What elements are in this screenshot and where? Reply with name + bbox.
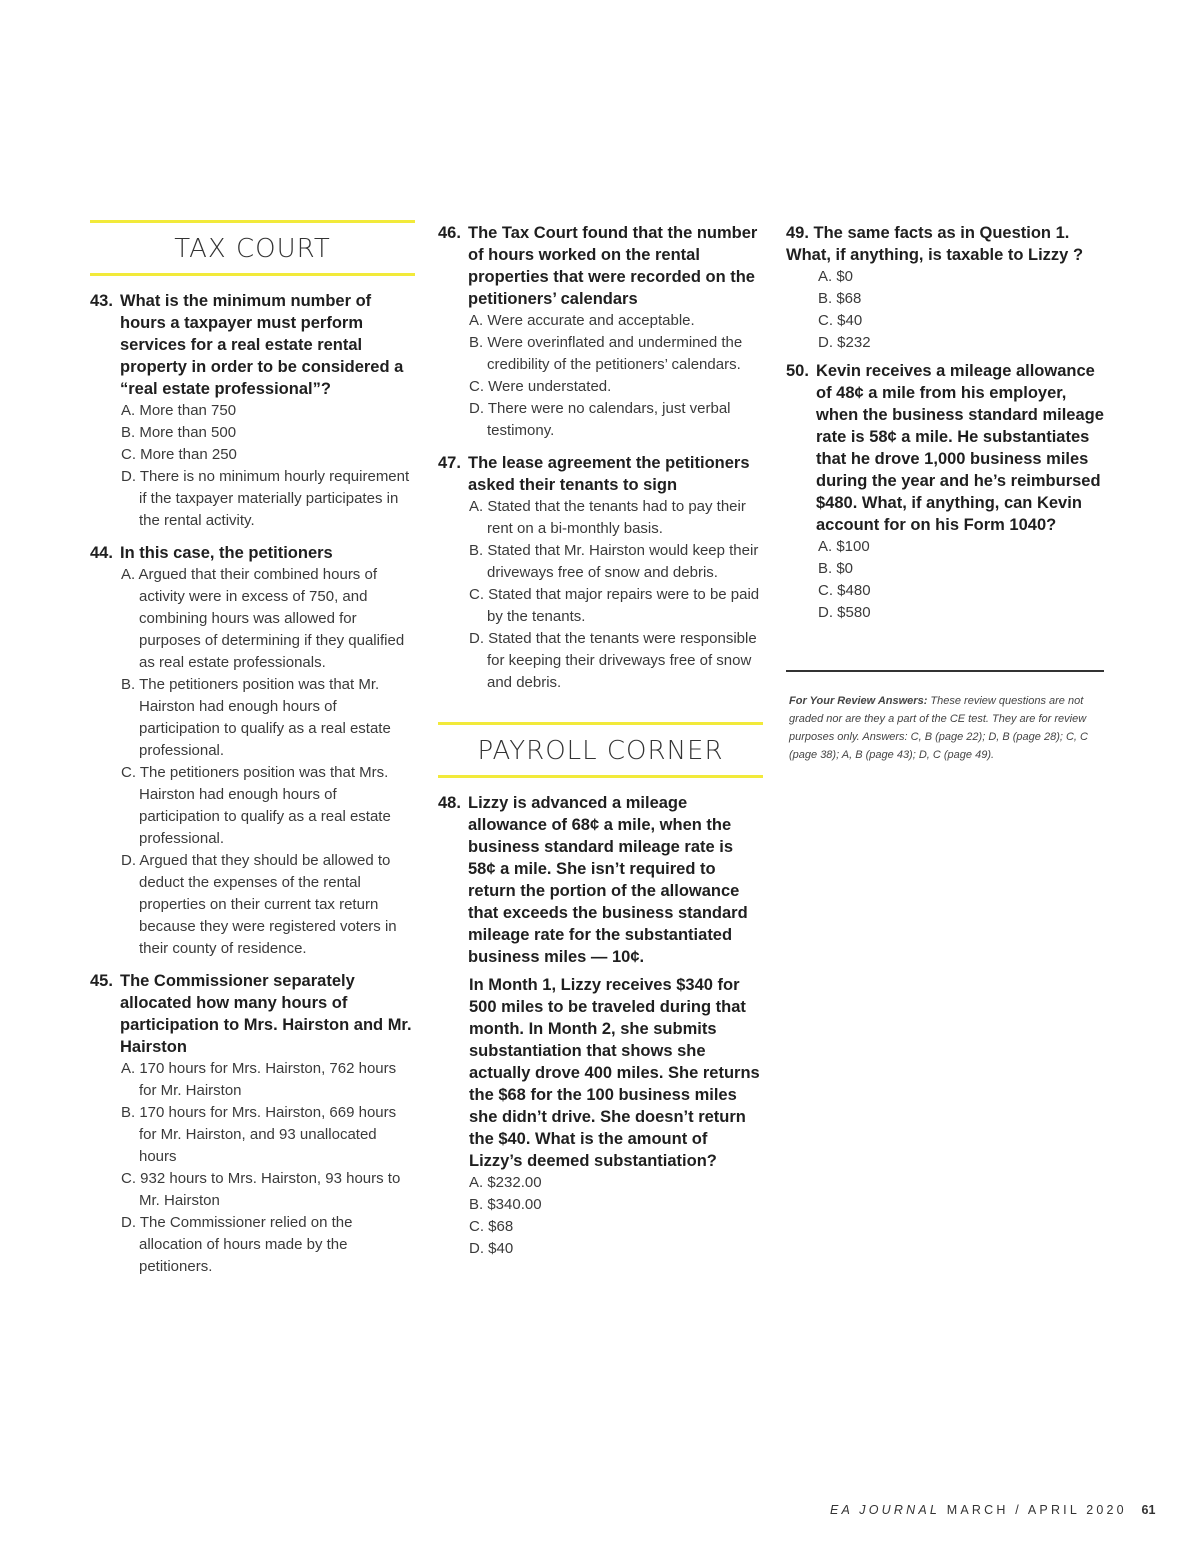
options-list bbox=[786, 536, 1104, 624]
option-b: B. 170 hours for Mrs. Hairston, 669 hours for Mr. Hairston, and 93 unallocated hours bbox=[121, 1104, 397, 1165]
review-label: For Your Review Answers: bbox=[789, 695, 928, 707]
page-number: 61 bbox=[1141, 1503, 1156, 1517]
question-stem: In this case, the petitioners bbox=[120, 544, 333, 562]
question-47 bbox=[438, 452, 763, 694]
options-list bbox=[90, 400, 415, 532]
question-number: 46. bbox=[438, 224, 461, 242]
issue-date: MARCH / APRIL 2020 bbox=[946, 1503, 1127, 1517]
question-number: 43. bbox=[90, 292, 113, 310]
question-48 bbox=[438, 792, 763, 1260]
question-stem: The Commissioner separately allocated how many hours of participation to Mrs. Hairston and Mr. Hairston bbox=[120, 972, 412, 1056]
question-stem: What is the minimum number of hours a taxpayer must perform services for a real estate rental property in order to be considered a “real estate professional”? bbox=[120, 292, 404, 398]
question-stem: 49. The same facts as in Question 1. What, if anything, is taxable to Lizzy ? bbox=[786, 224, 1084, 264]
option-b: B. $68 bbox=[818, 290, 862, 307]
option-c: C. More than 250 bbox=[121, 446, 237, 463]
question-stem: The lease agreement the petitioners asked their tenants to sign bbox=[468, 454, 750, 494]
question-number: 44. bbox=[90, 544, 113, 562]
option-a: A. Argued that their combined hours of activity were in excess of 750, and combining hours was allowed for purposes of determining if they qualified as real estate professionals. bbox=[121, 566, 405, 671]
column-left bbox=[90, 220, 415, 1288]
option-c: C. 932 hours to Mrs. Hairston, 93 hours to Mr. Hairston bbox=[121, 1170, 401, 1209]
option-a: A. $0 bbox=[818, 268, 854, 285]
question-number: 45. bbox=[90, 972, 113, 990]
question-stem: Lizzy is advanced a mileage allowance of 68¢ a mile, when the business standard mileage rate is 58¢ a mile. She isn’t required to return the portion of the allowance that exceeds the business standard mileage rate for the substantiated business miles — 10¢. bbox=[468, 794, 748, 966]
option-c: C. Were understated. bbox=[469, 378, 612, 395]
review-text: These review questions are not graded nor are they a part of the CE test. They are for review purposes only. Answers: C, B (page 22); D, B (page 28); C, C (page 38); A, B (page 43); D, C (page 49). bbox=[789, 695, 1088, 761]
option-d: D. The Commissioner relied on the allocation of hours made by the petitioners. bbox=[121, 1214, 353, 1275]
option-b: B. Were overinflated and undermined the credibility of the petitioners’ calendars. bbox=[469, 334, 743, 373]
options-list bbox=[90, 564, 415, 960]
question-number: 50. bbox=[786, 362, 809, 380]
option-b: B. $340.00 bbox=[469, 1196, 542, 1213]
divider bbox=[786, 670, 1104, 672]
section-header-tax-court: TAX COURT bbox=[90, 220, 415, 276]
options-list bbox=[90, 1058, 415, 1278]
options-list bbox=[786, 266, 1104, 354]
option-a: A. $100 bbox=[818, 538, 870, 555]
option-c: C. $68 bbox=[469, 1218, 514, 1235]
options-list bbox=[438, 1172, 763, 1260]
review-answers-note bbox=[786, 692, 1104, 764]
option-c: C. The petitioners position was that Mrs. Hairston had enough hours of participation to qualify as a real estate professional. bbox=[121, 764, 391, 847]
options-list bbox=[438, 310, 763, 442]
option-c: C. $40 bbox=[818, 312, 863, 329]
page-footer bbox=[830, 1503, 1156, 1517]
option-b: B. More than 500 bbox=[121, 424, 237, 441]
question-scenario: In Month 1, Lizzy receives $340 for 500 miles to be traveled during that month. In Month 2, she submits substantiation that shows she actually drove 400 miles. She returns the $68 for the 100 business miles she didn’t drive. She doesn’t return the $40. What is the amount of Lizzy’s deemed substantiation? bbox=[469, 976, 760, 1170]
option-a: A. 170 hours for Mrs. Hairston, 762 hours for Mr. Hairston bbox=[121, 1060, 397, 1099]
option-d: D. $580 bbox=[818, 604, 871, 621]
option-c: C. Stated that major repairs were to be paid by the tenants. bbox=[469, 586, 760, 625]
question-43 bbox=[90, 290, 415, 532]
option-c: C. $480 bbox=[818, 582, 871, 599]
option-d: D. There were no calendars, just verbal testimony. bbox=[469, 400, 731, 439]
question-46 bbox=[438, 222, 763, 442]
question-number: 47. bbox=[438, 454, 461, 472]
option-a: A. $232.00 bbox=[469, 1174, 542, 1191]
question-stem: The Tax Court found that the number of hours worked on the rental properties that were recorded on the petitioners’ calendars bbox=[468, 224, 758, 308]
option-d: D. $40 bbox=[469, 1240, 514, 1257]
option-d: D. Argued that they should be allowed to deduct the expenses of the rental properties on their current tax return because they were registered voters in their county of residence. bbox=[121, 852, 397, 957]
option-a: A. Were accurate and acceptable. bbox=[469, 312, 695, 329]
option-b: B. Stated that Mr. Hairston would keep their driveways free of snow and debris. bbox=[469, 542, 759, 581]
option-a: A. Stated that the tenants had to pay their rent on a bi-monthly basis. bbox=[469, 498, 746, 537]
option-d: D. $232 bbox=[818, 334, 871, 351]
question-50 bbox=[786, 360, 1104, 624]
question-45 bbox=[90, 970, 415, 1278]
option-b: B. $0 bbox=[818, 560, 854, 577]
column-middle bbox=[438, 222, 763, 1270]
options-list bbox=[438, 496, 763, 694]
section-header-payroll-corner: PAYROLL CORNER bbox=[438, 722, 763, 778]
question-stem: Kevin receives a mileage allowance of 48¢ a mile from his employer, when the business standard mileage rate is 58¢ a mile. He substantiates that he drove 1,000 business miles during the year and he’s reimbursed $480. What, if anything, can Kevin account for on his Form 1040? bbox=[816, 362, 1104, 534]
question-44 bbox=[90, 542, 415, 960]
option-d: D. Stated that the tenants were responsible for keeping their driveways free of snow and debris. bbox=[469, 630, 757, 691]
journal-name: EA JOURNAL bbox=[830, 1503, 941, 1517]
question-49 bbox=[786, 222, 1104, 354]
question-number: 48. bbox=[438, 794, 461, 812]
column-right bbox=[786, 222, 1104, 764]
option-a: A. More than 750 bbox=[121, 402, 237, 419]
option-d: D. There is no minimum hourly requirement if the taxpayer materially participates in the rental activity. bbox=[121, 468, 410, 529]
option-b: B. The petitioners position was that Mr. Hairston had enough hours of participation to qualify as a real estate professional. bbox=[121, 676, 391, 759]
